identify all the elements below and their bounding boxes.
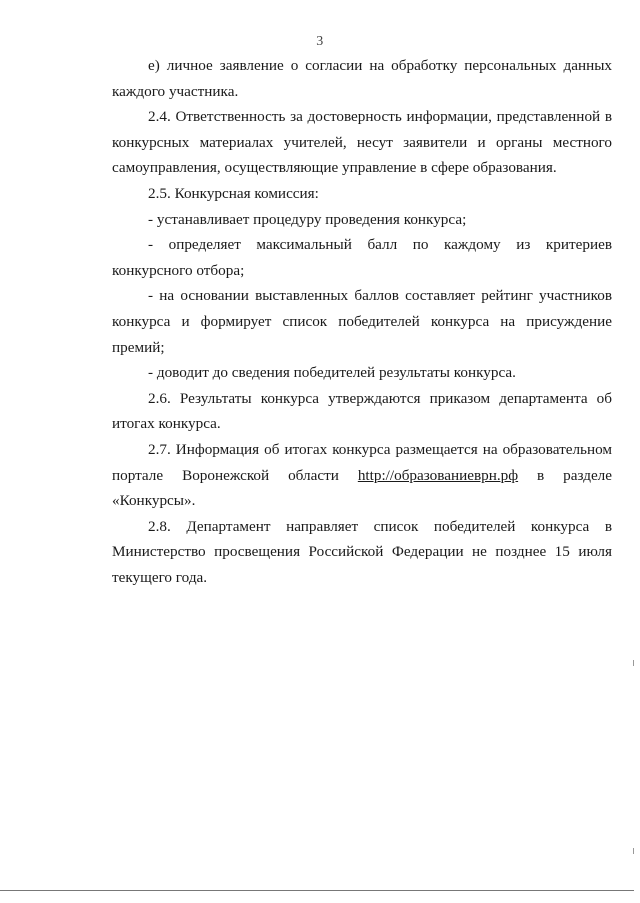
paragraph-2-7-text-before: 2.7. Информация об итогах конкурса размещается на образовательном портале Воронежской области (112, 440, 612, 484)
page-number: 3 (316, 34, 324, 49)
paragraph-2-4-responsibility: 2.4. Ответственность за достоверность информации, представленной в конкурсных материалах учителей, несут заявители и органы местного самоуправления, осуществляющие управление в сфере образования. (112, 108, 612, 177)
list-item-max-score: - определяет максимальный балл по каждому из критериев конкурсного отбора; (112, 236, 612, 279)
portal-link[interactable]: http://образованиеврн.рф (357, 466, 519, 484)
paragraph-2-7-information (112, 437, 612, 514)
scan-margin-mark (633, 660, 634, 666)
paragraph-personal-data-consent: е) личное заявление о согласии на обработку персональных данных каждого участника. (112, 57, 612, 100)
paragraph-2-6-results: 2.6. Результаты конкурса утверждаются приказом департамента об итогах конкурса. (112, 389, 612, 433)
scan-margin-mark (633, 848, 634, 854)
list-item-rating: - на основании выставленных баллов составляет рейтинг участников конкурса и формирует список победителей конкурса на присуждение премий; (112, 287, 612, 356)
list-item-procedure: - устанавливает процедуру проведения конкурса; (148, 210, 467, 228)
paragraph-2-5-commission: 2.5. Конкурсная комиссия: (148, 184, 319, 202)
paragraph-2-7-text-after: в разделе «Конкурсы». (112, 466, 612, 510)
paragraph-2-8-ministry: 2.8. Департамент направляет список победителей конкурса в Министерство просвещения Российской Федерации не позднее 15 июля текущего года. (112, 517, 612, 586)
page-bottom-edge (0, 890, 634, 891)
document-body (112, 53, 612, 590)
list-item-notify-winners: - доводит до сведения победителей результаты конкурса. (148, 364, 516, 382)
